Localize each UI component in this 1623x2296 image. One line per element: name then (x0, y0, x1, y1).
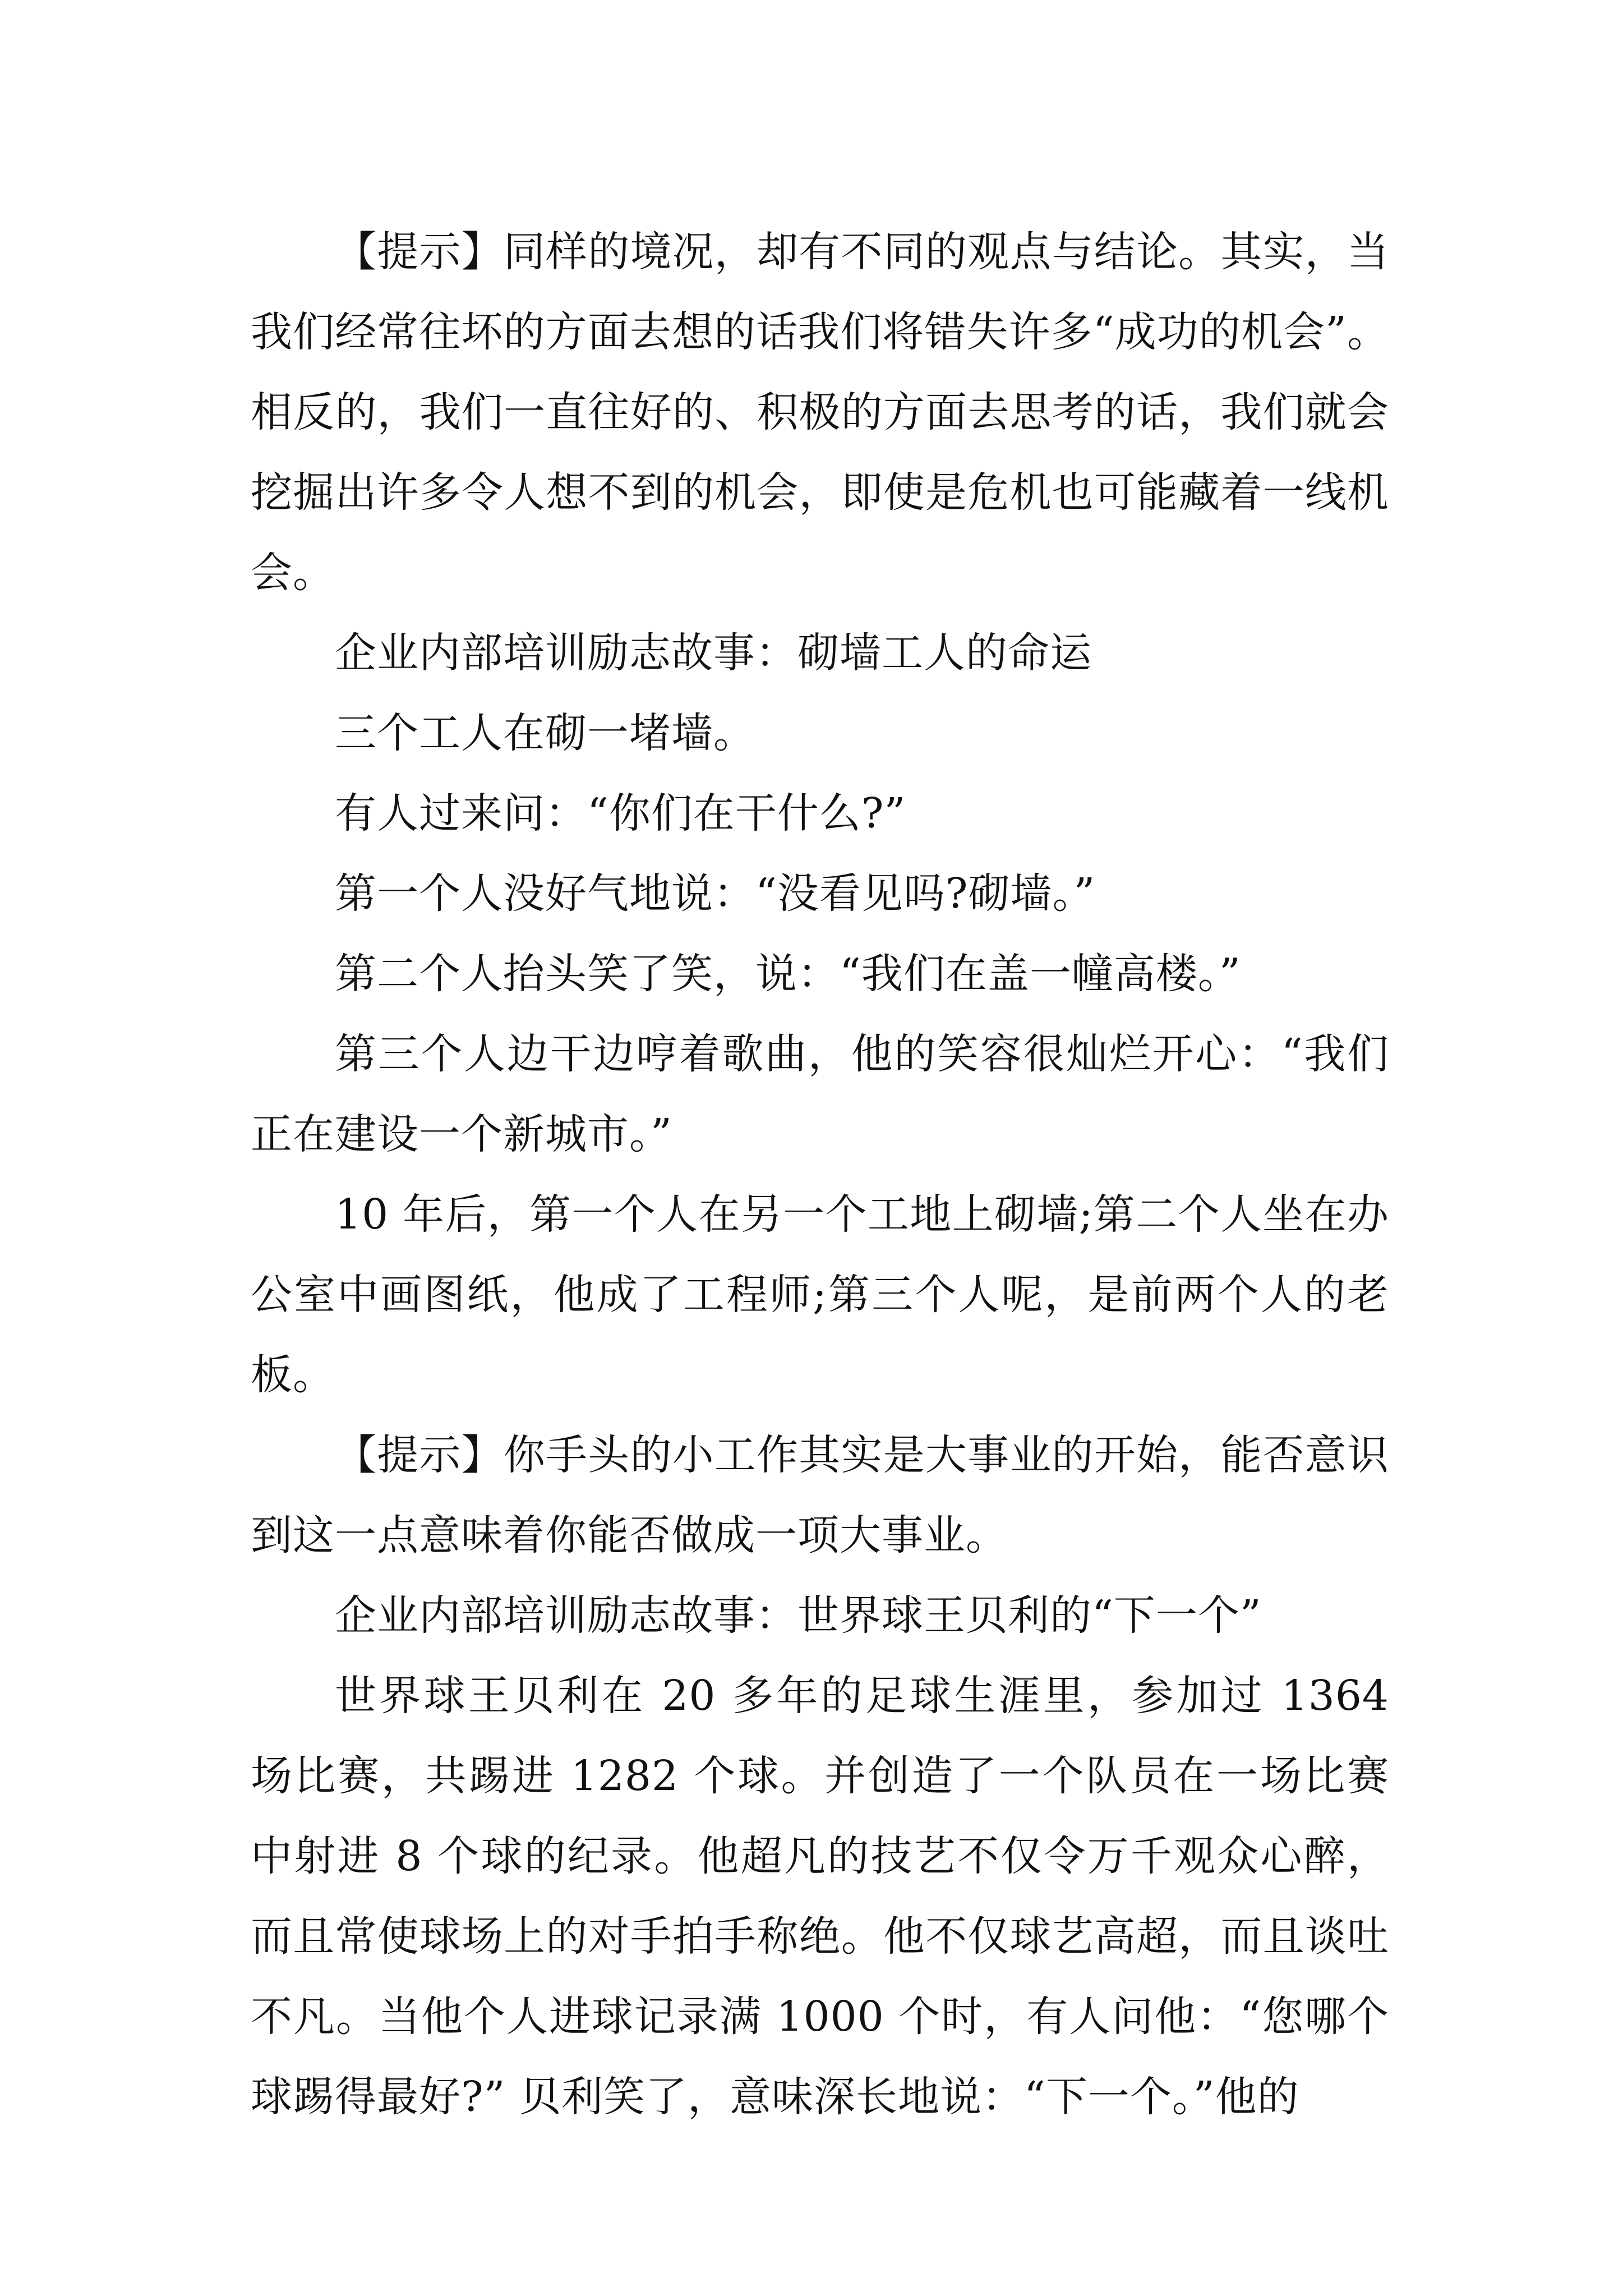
document-body (251, 212, 1389, 2137)
paragraph: 10 年后，第一个人在另一个工地上砌墙;第二个人坐在办公室中画图纸，他成了工程师;第三个人呢，是前两个人的老板。 (251, 1190, 1389, 1399)
paragraph-tip-1: 【提示】同样的境况，却有不同的观点与结论。其实，当我们经常往坏的方面去想的话我们将错失许多“成功的机会”。相反的，我们一直往好的、积极的方面去思考的话，我们就会挖掘出许多令人想不到的机会，即使是危机也可能藏着一线机会。 (251, 228, 1389, 597)
paragraph-tip-2: 【提示】你手头的小工作其实是大事业的开始，能否意识到这一点意味着你能否做成一项大事业。 (251, 1431, 1389, 1559)
story-heading-bricklayers: 企业内部培训励志故事：砌墙工人的命运 (335, 629, 1092, 677)
paragraph: 第二个人抬头笑了笑，说：“我们在盖一幢高楼。” (335, 950, 1241, 998)
paragraph: 世界球王贝利在 20 多年的足球生涯里，参加过 1364 场比赛，共踢进 1282 个球。并创造了一个队员在一场比赛中射进 8 个球的纪录。他超凡的技艺不仅令万千观众心醉，而且常使球场上的对手拍手称绝。他不仅球艺高超，而且谈吐不凡。当他个人进球记录满 1000 个时，有人问他：“您哪个球踢得最好?” 贝利笑了，意味深长地说：“下一个。”他的 (251, 1672, 1389, 2121)
paragraph: 第一个人没好气地说：“没看见吗?砌墙。” (335, 869, 1096, 918)
paragraph: 有人过来问：“你们在干什么?” (335, 789, 906, 838)
paragraph: 三个工人在砌一堵墙。 (335, 709, 755, 757)
paragraph: 第三个人边干边哼着歌曲，他的笑容很灿烂开心：“我们正在建设一个新城市。” (251, 1030, 1389, 1158)
story-heading-pele: 企业内部培训励志故事：世界球王贝利的“下一个” (335, 1591, 1262, 1640)
